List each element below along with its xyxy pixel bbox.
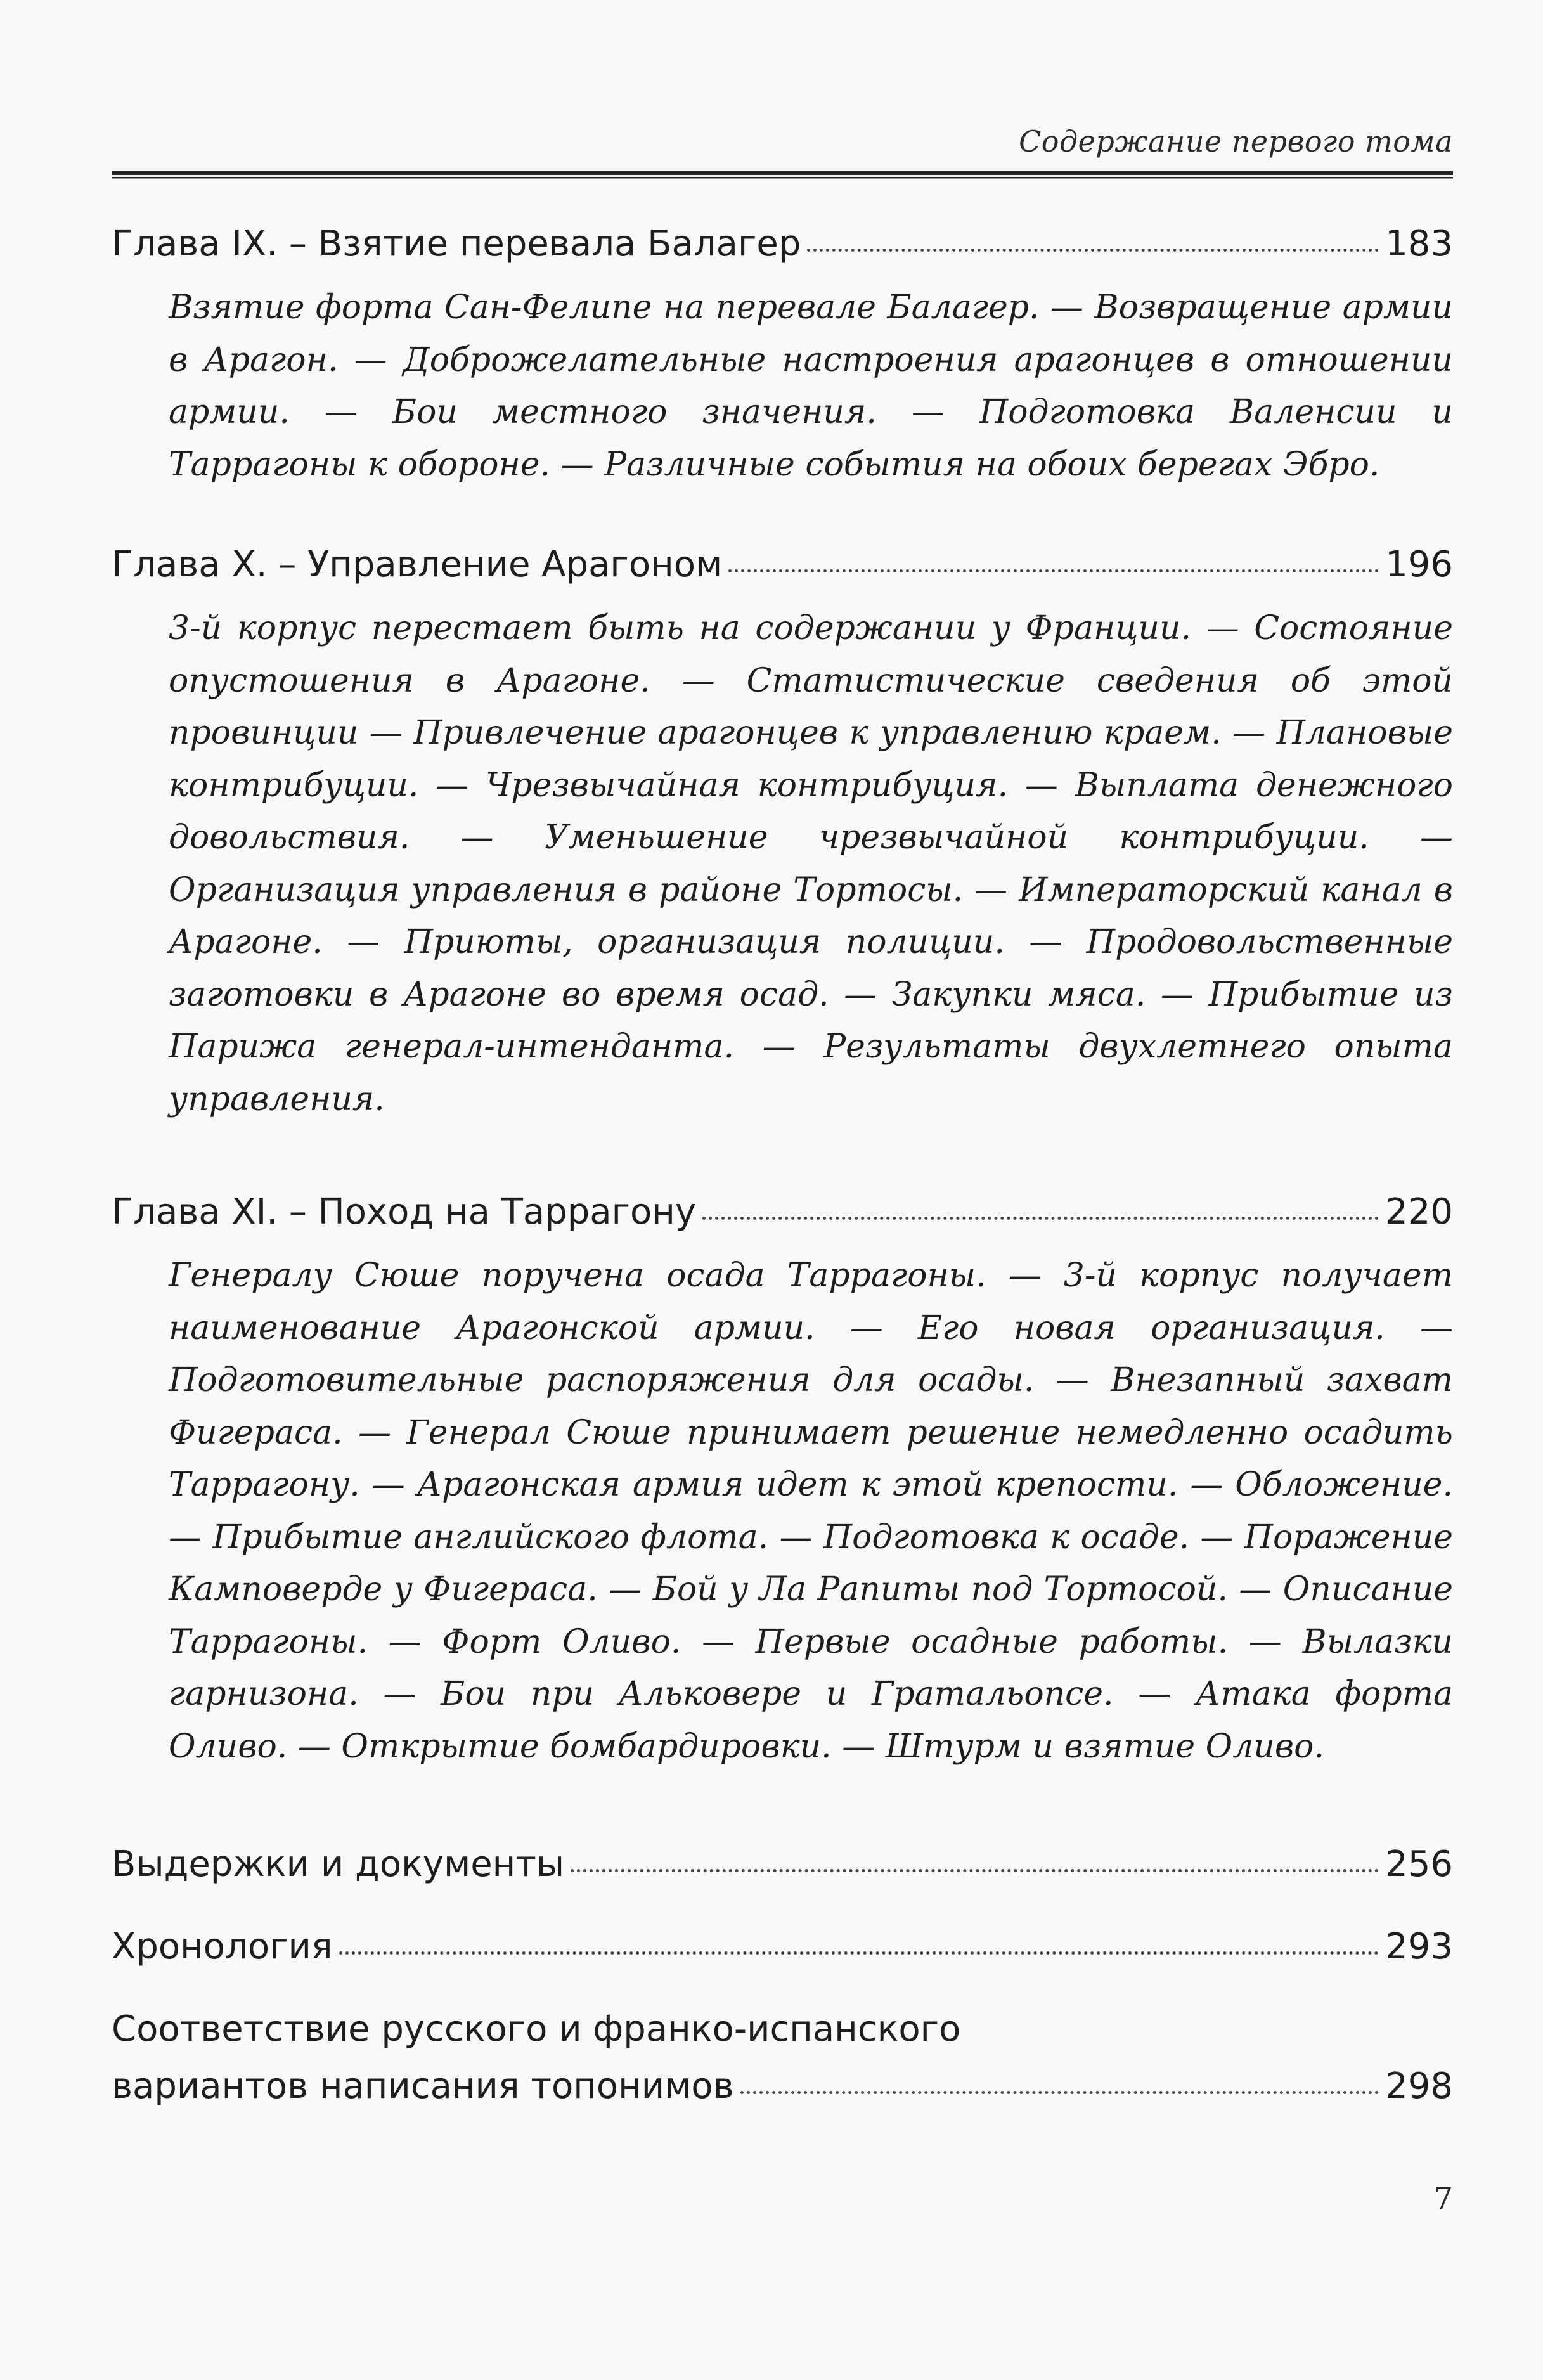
toc-entry-chapter-11: [112, 1184, 1453, 1241]
toc-chapter: [112, 1184, 1453, 1773]
double-rule-icon: [112, 170, 1453, 180]
toc-entry-page: 196: [1385, 544, 1453, 585]
toc-entry-page: 293: [1385, 1926, 1453, 1967]
toc-entry-toponyms-last-line: [112, 2058, 1453, 2115]
toc-chapter: [112, 536, 1453, 1125]
table-of-contents: [112, 216, 1453, 2115]
toc-entry-toponyms: [112, 2001, 1453, 2115]
chapter-summary: Взятие форта Сан-Фелипе на перевале Балагер. — Возвращение армии в Арагон. — Доброжелательные настроения арагонцев в отношении армии. — Бои местного значения. — Подготовка Валенсии и Таррагоны к обороне. — Различные события на обоих берегах Эбро.: [169, 288, 1453, 484]
dot-leader: [571, 1869, 1379, 1872]
dot-leader: [702, 1217, 1379, 1220]
toc-entry-chapter-9: [112, 216, 1453, 273]
toc-entry-page: 183: [1385, 223, 1453, 264]
dot-leader: [339, 1951, 1379, 1955]
dot-leader: [740, 2091, 1379, 2094]
toc-entry-title: Глава X. – Управление Арагоном: [112, 544, 723, 585]
chapter-summary: 3-й корпус перестает быть на содержании у Франции. — Состояние опустошения в Арагоне. — Статистические сведения об этой провинции — Привлечение арагонцев к управлению краем. — Плановые контрибуции. — Чрезвычайная контрибуция. — Выплата денежного довольствия. — Уменьшение чрезвычайной контрибуции. — Организация управления в районе Тортосы. — Императорский канал в Арагоне. — Приюты, организация полиции. — Продовольственные заготовки в Арагоне во время осад. — Закупки мяса. — Прибытие из Парижа генерал-интенданта. — Результаты двухлетнего опыта управления.: [169, 609, 1453, 1118]
toc-entry-title-line: Соответствие русского и франко-испанского: [112, 2008, 961, 2050]
dot-leader: [807, 249, 1379, 252]
toc-chapter: [112, 216, 1453, 491]
toc-entry-title: Глава IX. – Взятие перевала Балагер: [112, 223, 801, 264]
page-number: 7: [1433, 2181, 1453, 2216]
toc-entry-chronology: [112, 1918, 1453, 1976]
running-header: Содержание первого тома: [1019, 124, 1453, 158]
toc-entry-chapter-10: [112, 536, 1453, 593]
toc-entry-title: вариантов написания топонимов: [112, 2066, 734, 2107]
toc-entry-title: Хронология: [112, 1926, 333, 1967]
toc-entry-title: Выдержки и документы: [112, 1844, 565, 1885]
toc-entry-page: 220: [1385, 1191, 1453, 1232]
toc-entry-title: Глава XI. – Поход на Таррагону: [112, 1191, 697, 1232]
toc-entry-documents: [112, 1836, 1453, 1893]
header-rule: [112, 170, 1453, 180]
dot-leader: [728, 569, 1379, 572]
toc-entry-page: 256: [1385, 1844, 1453, 1885]
toc-entry-page: 298: [1385, 2066, 1453, 2107]
chapter-summary: Генералу Сюше поручена осада Таррагоны. — 3-й корпус получает наименование Арагонской армии. — Его новая организация. — Подготовительные распоряжения для осады. — Внезапный захват Фигераса. — Генерал Сюше принимает решение немедленно осадить Таррагону. — Арагонская армия идет к этой крепости. — Обложение. — Прибытие английского флота. — Подготовка к осаде. — Поражение Камповерде у Фигераса. — Бой у Ла Рапиты под Тортосой. — Описание Таррагоны. — Форт Оливо. — Первые осадные работы. — Вылазки гарнизона. — Бои при Альковере и Гратальопсе. — Атака форта Оливо. — Открытие бомбардировки. — Штурм и взятие Оливо.: [169, 1257, 1453, 1766]
